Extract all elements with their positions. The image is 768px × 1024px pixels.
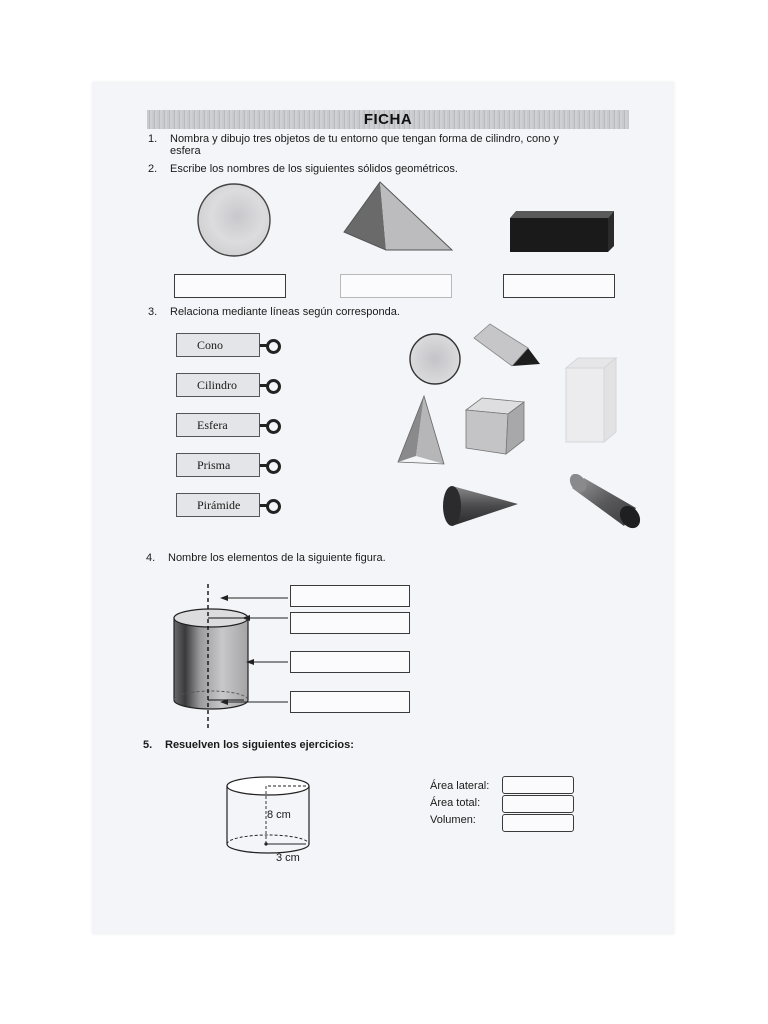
question-4	[146, 552, 546, 566]
question-3-number: 3.	[148, 306, 158, 318]
match-label-prisma: Prisma	[176, 453, 260, 477]
question-5-number: 5.	[143, 739, 153, 751]
question-1-number: 1.	[148, 133, 158, 145]
title-bar	[147, 110, 629, 129]
match-label-cilindro: Cilindro	[176, 373, 260, 397]
question-2	[148, 163, 628, 177]
total-area-field[interactable]	[502, 795, 574, 813]
answer-field-element-1[interactable]	[290, 585, 410, 607]
question-4-text: Nombre los elementos de la siguiente figura.	[168, 552, 386, 564]
answer-field-element-3[interactable]	[290, 651, 410, 673]
faded-prism-image	[560, 354, 620, 446]
match-label-esfera: Esfera	[176, 413, 260, 437]
prism-image	[506, 208, 618, 254]
question-5	[143, 739, 543, 753]
match-ring-cilindro[interactable]	[266, 379, 281, 394]
volume-field[interactable]	[502, 814, 574, 832]
question-1-text-line1: Nombra y dibujo tres objetos de tu entorno que tengan forma de cilindro, cono y	[170, 133, 559, 145]
lateral-area-label: Área lateral:	[430, 780, 490, 792]
volume-label: Volumen:	[430, 814, 476, 826]
lateral-area-field[interactable]	[502, 776, 574, 794]
answer-field-solid-2[interactable]	[340, 274, 452, 298]
sphere-image-small	[406, 332, 464, 386]
radius-label: 3 cm	[276, 852, 300, 864]
question-1-text-line2: esfera	[170, 145, 201, 157]
question-1	[148, 133, 628, 161]
match-ring-piramide[interactable]	[266, 499, 281, 514]
triangular-prism-image	[470, 322, 544, 370]
question-2-text: Escribe los nombres de los siguientes sólidos geométricos.	[170, 163, 458, 175]
answer-field-element-4[interactable]	[290, 691, 410, 713]
cube-image	[462, 396, 528, 456]
cone-image	[438, 482, 524, 532]
match-ring-esfera[interactable]	[266, 419, 281, 434]
total-area-label: Área total:	[430, 797, 481, 809]
height-label: 8 cm	[267, 809, 291, 821]
question-3-text: Relaciona mediante líneas según corresponda.	[170, 306, 400, 318]
match-ring-prisma[interactable]	[266, 459, 281, 474]
question-3	[148, 306, 548, 320]
cylinder-elements-diagram	[164, 580, 294, 736]
sphere-image	[190, 182, 280, 258]
cylinder-image-small	[564, 474, 644, 534]
match-label-piramide: Pirámide	[176, 493, 260, 517]
match-label-cono: Cono	[176, 333, 260, 357]
question-5-text: Resuelven los siguientes ejercicios:	[165, 739, 354, 751]
question-2-number: 2.	[148, 163, 158, 175]
answer-field-element-2[interactable]	[290, 612, 410, 634]
pyramid-image	[340, 180, 458, 254]
question-4-number: 4.	[146, 552, 156, 564]
match-ring-cono[interactable]	[266, 339, 281, 354]
answer-field-solid-1[interactable]	[174, 274, 286, 298]
page-title: FICHA	[363, 111, 413, 128]
answer-field-solid-3[interactable]	[503, 274, 615, 298]
pyramid-image-small	[396, 394, 450, 474]
